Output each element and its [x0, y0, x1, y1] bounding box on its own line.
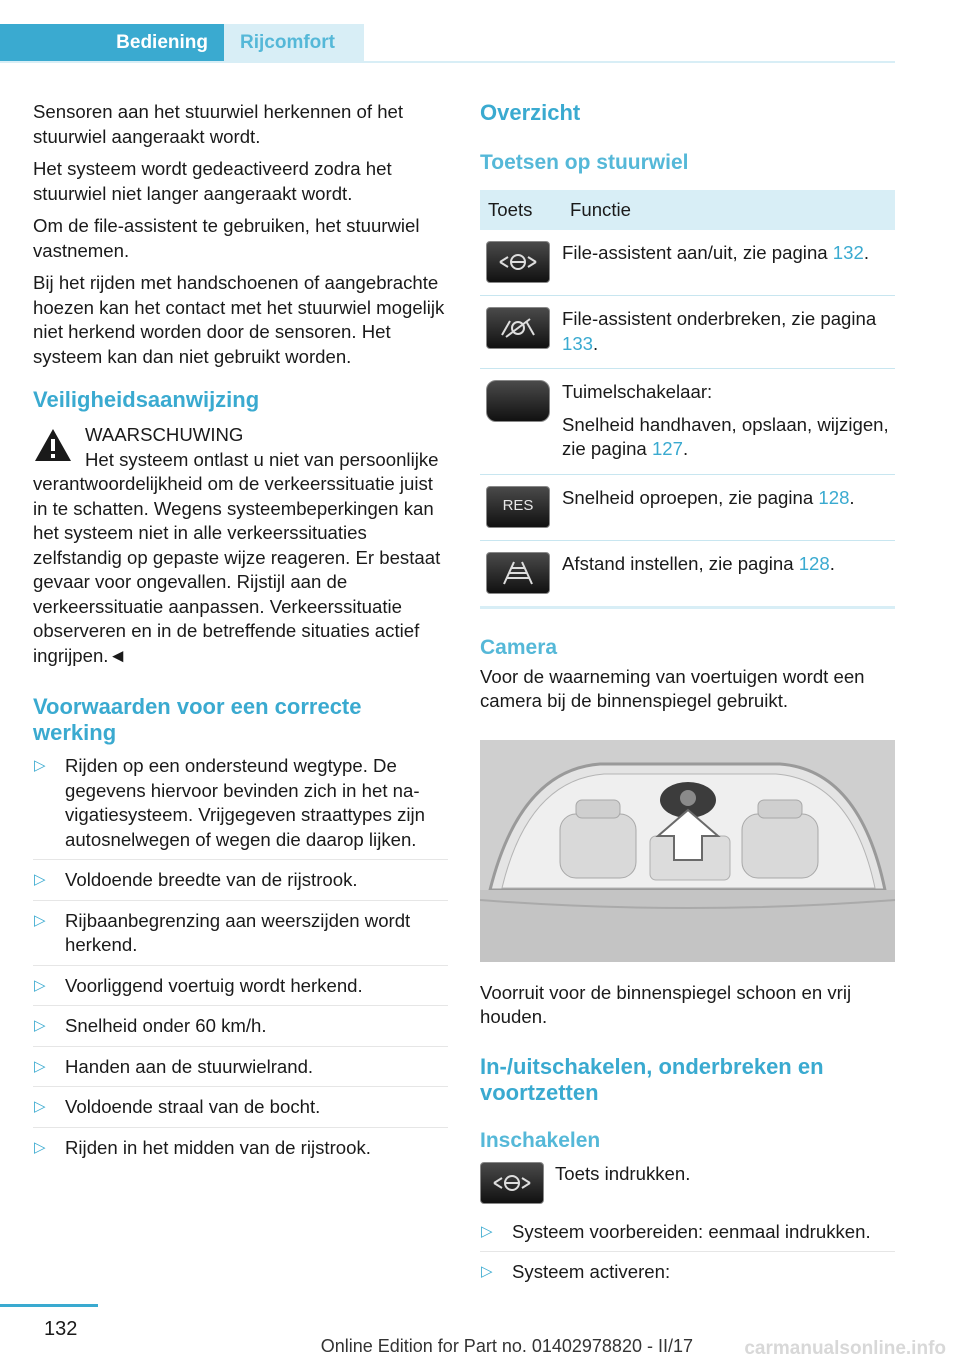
- watermark: carmanualsonline.info: [744, 1338, 946, 1359]
- camera-heading: Camera: [480, 635, 558, 659]
- list-item: ▷ Snelheid onder 60 km/h.: [33, 1014, 448, 1047]
- right-column: [480, 100, 895, 1300]
- triangle-bullet-icon: ▷: [34, 1138, 46, 1156]
- intro-paragraph: Het systeem wordt gedeactiveerd zodra het stuurwiel niet langer aangeraakt wordt.: [33, 158, 392, 204]
- switch-heading: In-/uitschakelen, onderbreken en voortzetten: [480, 1053, 824, 1105]
- steering-assist-icon: [480, 1162, 544, 1204]
- camera-caption: Voorruit voor de binnenspiegel schoon en vrij houden.: [480, 981, 852, 1027]
- triangle-bullet-icon: ▷: [34, 1098, 46, 1115]
- on-heading: Inschakelen: [480, 1128, 601, 1152]
- warning-block: [33, 423, 448, 668]
- header-tab-label: Bediening: [116, 32, 208, 53]
- list-item: ▷ Rijden op een ondersteund wegtype. De gegevens hiervoor bevinden zich in het navigatiesysteem. Vrijgegeven straattypes zijn autosnelwegen of wegen die daarop lijken.: [33, 754, 448, 860]
- traffic-jam-interrupt-icon: [486, 307, 550, 349]
- list-item: ▷ Systeem activeren:: [480, 1260, 895, 1292]
- warning-title: WAARSCHUWING: [85, 424, 244, 445]
- warning-text: Het systeem ontlast u niet van persoonlijke verantwoordelijkheid om de verkeerssituatie juist in te schatten. Wegens systeembeperkingen kan het systeem niet in alle verkeerssituaties zelfstandig op gepaste wijze reageren. Er bestaat gevaar voor ongevallen. Rijstijl aan de verkeerssituatie aanpassen. Verkeerssituatie observeren en in de betreffende situaties actief ingrijpen.◄: [33, 448, 441, 666]
- header-tab-rijcomfort: [224, 24, 364, 62]
- triangle-bullet-icon: ▷: [34, 976, 46, 994]
- table-row: Tuimelschakelaar: Snelheid handhaven, opslaan, wijzigen, zie pagina 127.: [480, 369, 895, 475]
- camera-text: Voor de waarneming van voertuigen wordt een camera bij de binnenspiegel gebruikt.: [480, 665, 865, 711]
- list-item: ▷ Handen aan de stuurwielrand.: [33, 1055, 448, 1088]
- footer-rule: [0, 1304, 98, 1307]
- triangle-bullet-icon: ▷: [34, 757, 46, 774]
- camera-windshield-photo: [480, 740, 895, 962]
- page-link[interactable]: 128: [818, 486, 850, 508]
- list-item: ▷ Rijden in het midden van de rijstrook.: [33, 1136, 448, 1168]
- list-item: ▷ Systeem voorbereiden: eenmaal indrukken.: [480, 1220, 895, 1253]
- table-row: RES Snelheid oproepen, zie pagina 128.: [480, 474, 895, 540]
- res-icon: RES: [486, 486, 550, 528]
- intro-paragraph: Bij het rijden met handschoenen of aangebrachte hoezen kan het contact met het stuurwiel mogelijk niet herkend worden door de sensoren. Het systeem kan dan niet gebruikt worden.: [33, 272, 445, 367]
- safety-heading: Veiligheidsaanwijzing: [33, 387, 260, 412]
- buttons-heading: Toetsen op stuurwiel: [480, 151, 689, 174]
- list-item: ▷ Rijbaanbegrenzing aan weerszijden wordt herkend.: [33, 909, 448, 966]
- on-steps-list: [480, 1220, 895, 1292]
- table-header-toets: Toets: [480, 190, 562, 230]
- intro-paragraph: Sensoren aan het stuurwiel herkennen of het stuurwiel aangeraakt wordt.: [33, 101, 404, 147]
- triangle-bullet-icon: ▷: [34, 871, 46, 888]
- header-tab-bediening: [0, 24, 224, 62]
- table-header-functie: Functie: [562, 190, 895, 230]
- on-instruction-row: [480, 1162, 895, 1206]
- table-row: File-assistent onderbreken, zie pagina 133.: [480, 296, 895, 369]
- conditions-heading: Voorwaarden voor een correcte werking: [33, 694, 362, 745]
- steering-assist-icon: [486, 241, 550, 283]
- table-bottom-rule: [480, 606, 895, 609]
- intro-paragraph: Om de file-assistent te gebruiken, het stuurwiel vastnemen.: [33, 215, 420, 261]
- table-row: File-assistent aan/uit, zie pagina 132.: [480, 230, 895, 296]
- distance-icon: [486, 552, 550, 594]
- rocker-switch-icon: [486, 380, 550, 422]
- page-link[interactable]: 127: [651, 438, 683, 459]
- triangle-bullet-icon: ▷: [481, 1222, 493, 1240]
- page-number: 132: [44, 1318, 78, 1340]
- edition-note: Online Edition for Part no. 01402978820 - II/17: [320, 1336, 693, 1356]
- page-link[interactable]: 133: [562, 332, 594, 354]
- table-row: Afstand instellen, zie pagina 128.: [480, 540, 895, 606]
- overview-heading: Overzicht: [480, 100, 581, 125]
- conditions-list: [33, 754, 448, 1167]
- left-column: [33, 100, 448, 1175]
- list-item: ▷ Voldoende straal van de bocht.: [33, 1095, 448, 1128]
- steering-buttons-table: [480, 190, 895, 606]
- triangle-bullet-icon: ▷: [34, 911, 46, 929]
- triangle-bullet-icon: ▷: [481, 1263, 493, 1280]
- list-item: ▷ Voorliggend voertuig wordt herkend.: [33, 974, 448, 1007]
- triangle-bullet-icon: ▷: [34, 1057, 46, 1075]
- page-link[interactable]: 128: [798, 552, 830, 574]
- warning-triangle-icon: [33, 427, 73, 463]
- list-item: ▷ Voldoende breedte van de rijstrook.: [33, 868, 448, 901]
- triangle-bullet-icon: ▷: [34, 1017, 46, 1034]
- page-link[interactable]: 132: [832, 242, 864, 263]
- on-instruction: Toets indrukken.: [555, 1162, 691, 1184]
- header-divider: [0, 61, 895, 63]
- header-tab-label: Rijcomfort: [240, 32, 335, 53]
